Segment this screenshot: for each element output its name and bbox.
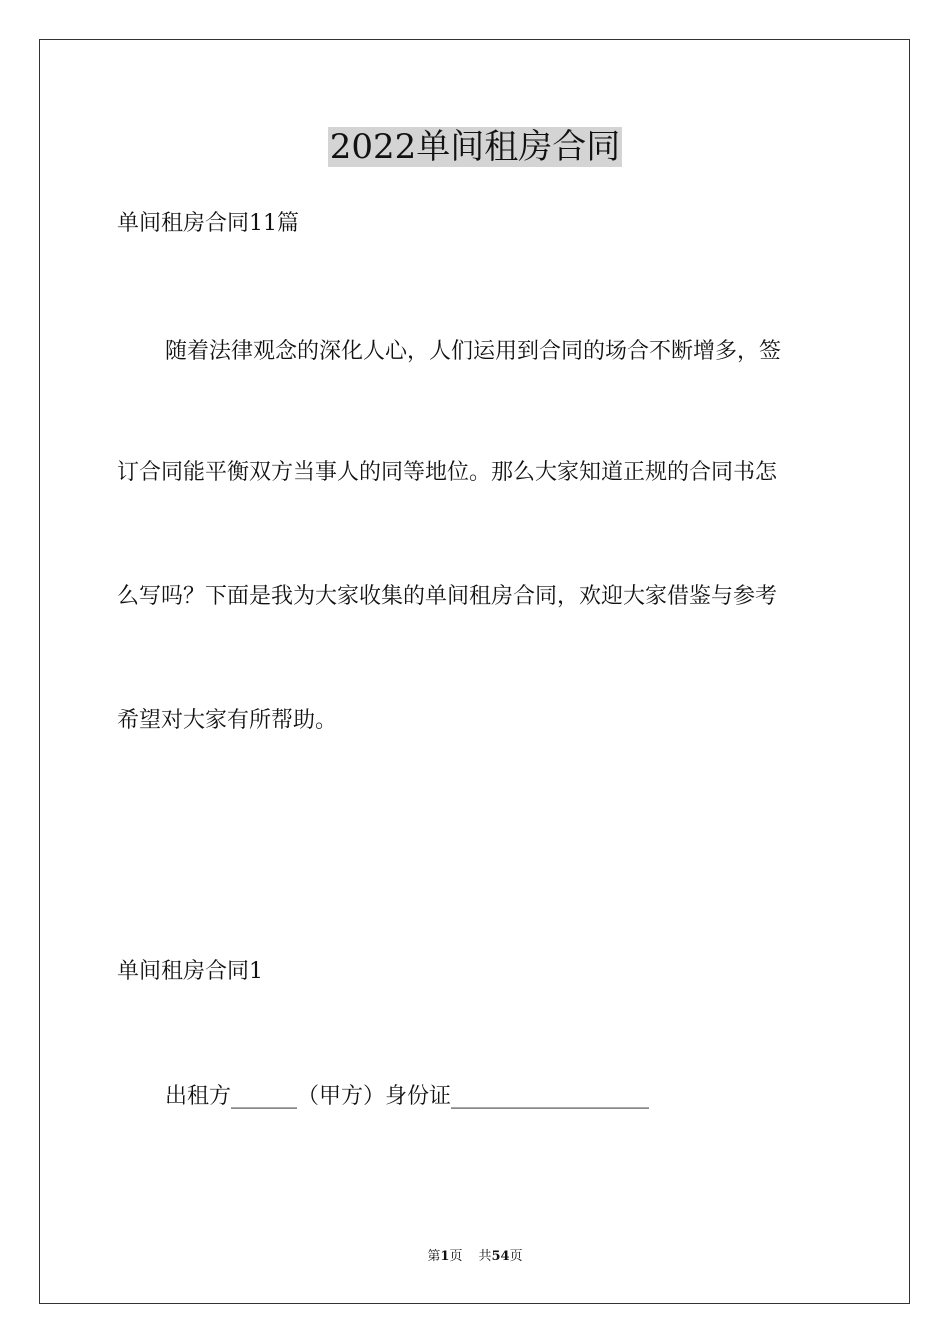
lessor-line [165,1082,649,1112]
lessor-label: 出租方 [165,1084,232,1109]
title-container [0,127,950,167]
page-prefix: 第 [427,1249,441,1264]
intro-line-1: 随着法律观念的深化人心，人们运用到合同的场合不断增多，签 [165,339,782,364]
section-heading: 单间租房合同1 [117,959,263,984]
document-title: 2022单间租房合同 [329,127,621,167]
lessor-party: （甲方）身份证 [297,1084,452,1109]
lessor-id-blank: __________________ [451,1084,650,1109]
intro-line-2: 订合同能平衡双方当事人的同等地位。那么大家知道正规的合同书怎 [117,460,778,485]
page-unit: 页 [449,1249,463,1264]
page-total: 54 [491,1249,510,1264]
page-current: 1 [440,1249,450,1264]
total-prefix: 共 [478,1249,492,1264]
total-unit: 页 [509,1249,523,1264]
document-subtitle: 单间租房合同11篇 [117,211,299,236]
intro-line-4: 希望对大家有所帮助。 [117,708,338,733]
lessor-name-blank: ______ [231,1084,298,1109]
page-footer [0,1248,950,1266]
intro-line-3: 么写吗？下面是我为大家收集的单间租房合同，欢迎大家借鉴与参考 [117,584,778,609]
